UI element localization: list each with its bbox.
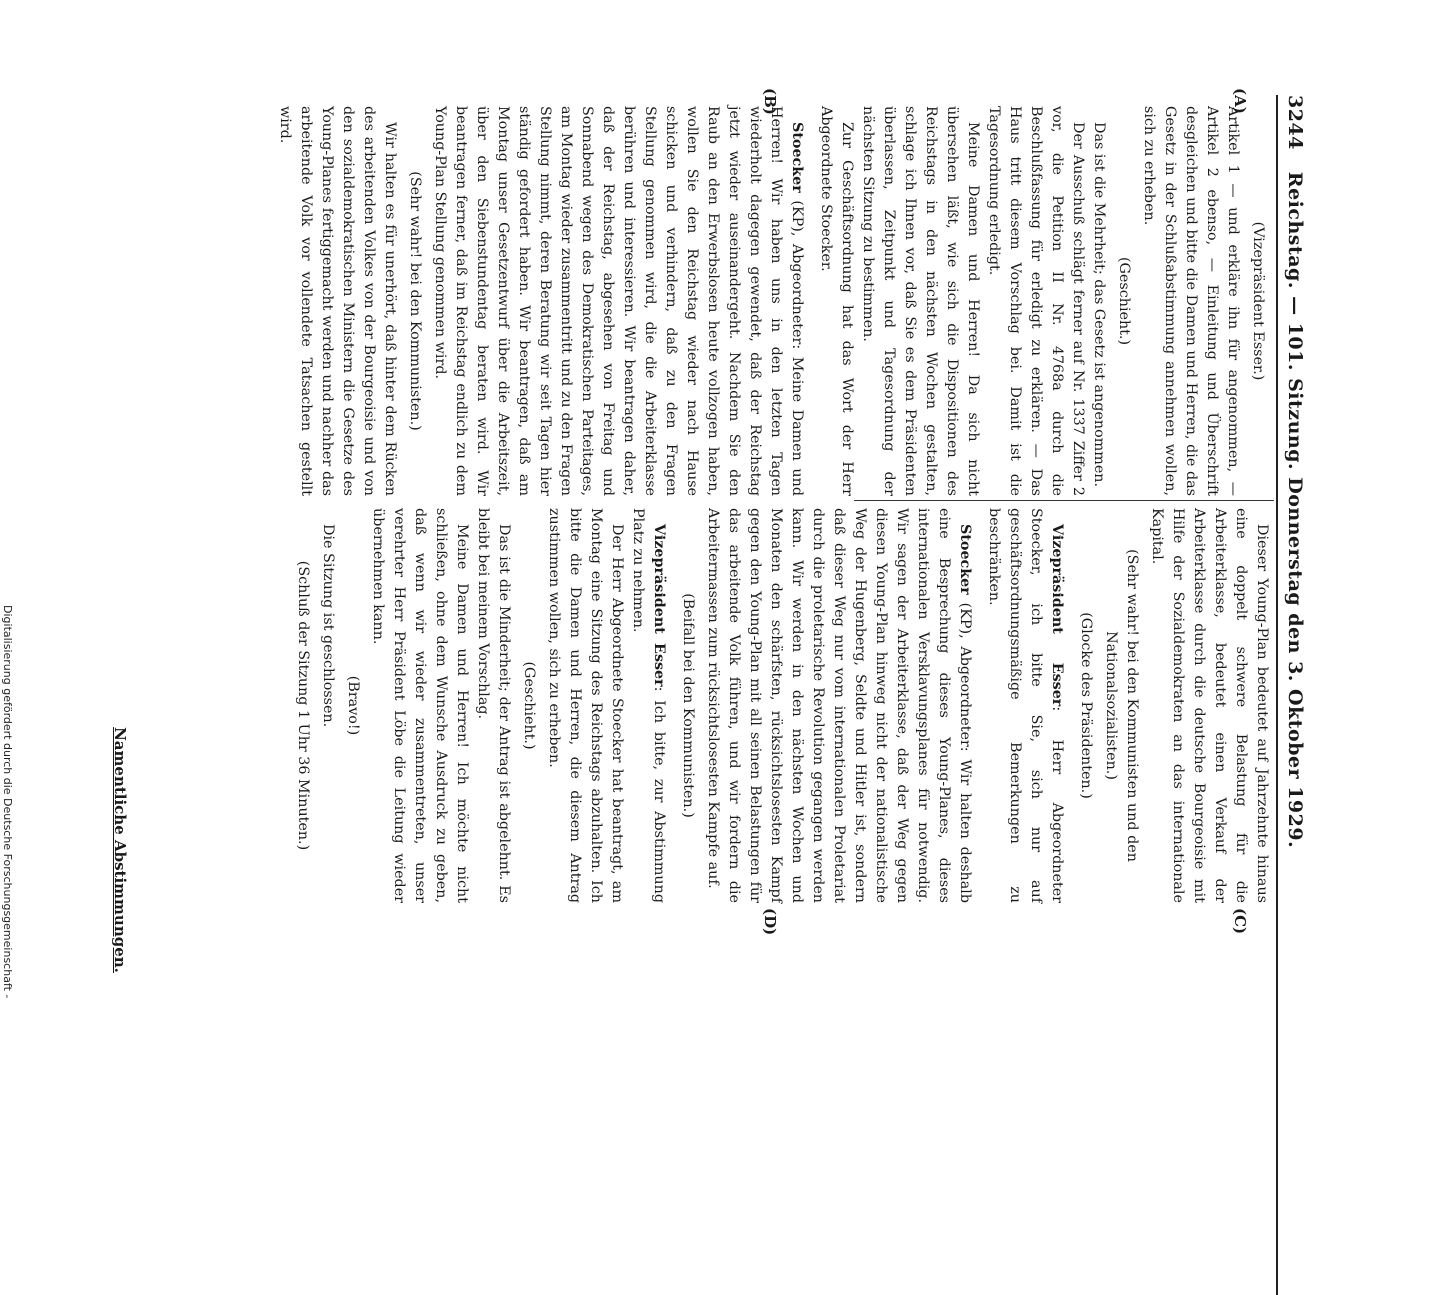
left-column	[274, 106, 1272, 496]
stage-direction	[1113, 106, 1134, 496]
paragraph-text: (Geschieht.)	[1116, 256, 1132, 346]
paragraph	[367, 508, 472, 903]
paragraph	[317, 508, 338, 903]
speaker-name: Vizepräsident Esser	[1049, 524, 1065, 707]
paragraph	[1088, 106, 1109, 496]
stage-direction	[677, 508, 698, 903]
paragraph-text: (Beifall bei den Kommunisten.)	[680, 593, 696, 818]
paragraph	[983, 508, 1067, 903]
stage-direction	[1075, 508, 1096, 903]
paragraph-text: : Herr Abgeordneter Stoecker, ich bitte Sie, sich nur auf geschäftsordnungsmäßige Bemerkungen zu beschränken.	[986, 508, 1065, 903]
header-rule	[1276, 95, 1278, 1295]
page-number: 3244	[1284, 95, 1306, 150]
paragraph-text: Dieser Young-Plan bedeutet auf Jahrzehnte hinaus eine doppelt schwere Belastung für die Arbeiterklasse, bedeutet einen Verkauf der Arbeiterklasse durch die deutsche Bourgeoisie mit Hilfe der Sozialdemokraten an das internationale Kapital.	[1149, 508, 1270, 903]
margin-marker-a: (A)	[1231, 88, 1249, 114]
paragraph	[1146, 508, 1272, 903]
paragraph-text: (Glocke des Präsidenten.)	[1078, 612, 1094, 799]
credit-text: Digitalisierung gefördert durch die Deutsche Forschungsgemeinschaft -	[1, 605, 14, 999]
speaker-name: Vizepräsident Esser	[651, 524, 667, 687]
paragraph	[983, 106, 1088, 496]
paragraph-text: Der Ausschuß schlägt ferner auf Nr. 1337 Ziffer 2 vor, die Petition II Nr. 4768a durch die Beschlußfassung für erledigt zu erklären. — Das Haus tritt diesem Vorschlag bei. Damit ist die Tagesordnung erledigt.	[986, 106, 1086, 496]
paragraph-text: Das ist die Minderheit; der Antrag ist abgelehnt. Es bleibt bei meinem Vorschlag.	[475, 508, 512, 903]
column-divider	[854, 500, 1274, 501]
paragraph-text: (Sehr wahr! bei den Kommunisten.)	[407, 171, 423, 431]
digitization-credit	[0, 605, 14, 1005]
margin-marker-b: (B)	[761, 88, 779, 115]
paragraph-text: (Vizepräsident Esser.)	[1250, 221, 1266, 381]
stage-direction	[404, 106, 425, 496]
stage-direction	[1247, 106, 1268, 496]
paragraph	[815, 106, 857, 496]
speaker-name: Stoecker	[789, 122, 805, 193]
paragraph-text: : Ich bitte, zur Abstimmung Platz zu nehmen.	[630, 508, 667, 903]
paragraph-text: Meine Damen und Herren! Da sich nicht übersehen läßt, wie sich die Dispositionen des Reichstags in den nächsten Wochen gestalten, schlage ich Ihnen vor, daß Sie es dem Präsidenten überlassen, Zeitpunkt und Tagesordnung der nächsten Sitzung zu bestimmen.	[860, 106, 981, 496]
paragraph-text: Das ist die Mehrheit; das Gesetz ist angenommen.	[1091, 122, 1107, 488]
page-title: Reichstag. — 101. Sitzung. Donnerstag den 3. Oktober 1929.	[1284, 171, 1306, 849]
stage-direction	[292, 508, 313, 903]
stage-direction	[518, 508, 539, 903]
paragraph-text: (Bravo!)	[345, 675, 361, 736]
section-heading: Namentliche Abstimmungen.	[111, 727, 129, 973]
paragraph	[1138, 106, 1243, 496]
paragraph	[429, 106, 807, 496]
paragraph-text: (KP), Abgeordneter: Wir halten deshalb eine Besprechung dieses Young-Planes, dieses internationalen Versklavungsplanes für notwendig. Wir sagen der Arbeiterklasse, daß der Weg gegen diesen Young-Plan hinweg nicht der nationalistische Weg der Hugenberg, Seldte und Hitler ist, sondern daß dieser Weg nur vom internationalen Proletariat durch die proletarische Revolution gegangen werden kann. Wir werden in den nächsten Wochen und Monaten den schärfsten, rücksichtslosesten Kampf gegen den Young-Plan mit all seinen Belastungen für das arbeitende Volk führen, und wir fordern die Arbeitermassen zum rücksichtslosesten Kampfe auf.	[705, 508, 973, 903]
stage-direction	[342, 508, 363, 903]
paragraph	[543, 508, 627, 903]
paragraph-text: (Schluß der Sitzung 1 Uhr 36 Minuten.)	[295, 560, 311, 851]
paragraph-text: (Sehr wahr! bei den Kommunisten und den Nationalsozialisten.)	[1103, 549, 1140, 862]
paragraph-text: Zur Geschäftsordnung hat das Wort der Herr Abgeordnete Stoecker.	[818, 106, 855, 496]
page-header	[1276, 95, 1306, 925]
right-column	[288, 508, 1272, 903]
margin-marker-d: (D)	[761, 908, 779, 936]
paragraph-text: Meine Damen und Herren! Ich möchte nicht schließen, ohne dem Wunsche Ausdruck zu geben, daß wenn wir wieder zusammentreten, unser verehrter Herr Präsident Löbe die Leitung wieder übernehmen kann.	[370, 508, 470, 903]
paragraph-text: (KP), Abgeordneter: Meine Damen und Herren! Wir haben uns in den letzten Tagen wiederholt dagegen gewendet, daß der Reichstag jetzt wieder auseinandergeht. Nachdem Sie den Raub an den Erwerbslosen heute vollzogen haben, wollen Sie den Reichstag wieder nach Hause schicken und verhindern, daß zu den Fragen Stellung genommen wird, die die Arbeiterklasse berühren und interessieren. Wir beantragen daher, daß der Reichstag, abgesehen von Freitag und Sonnabend wegen des Demokratischen Parteitages, am Montag wieder zusammentritt und zu den Fragen Stellung nimmt, deren Beratung wir seit Tagen hier ständig gefordert haben. Wir beantragen, daß am Montag unser Gesetzentwurf über die Arbeitszeit, über den Siebenstundentag beraten wird. Wir beantragen ferner, daß im Reichstag endlich zu dem Young-Plan Stellung genommen wird.	[432, 106, 805, 496]
paragraph-text: (Geschieht.)	[521, 661, 537, 750]
paragraph	[857, 106, 983, 496]
paragraph	[627, 508, 669, 903]
paragraph-text: Artikel 1 — und erkläre ihn für angenommen, — Artikel 2 ebenso, — Einleitung und Überschrift desgleichen und bitte die Damen und Herren, die das Gesetz in der Schlußabstimmung annehmen wollen, sich zu erheben.	[1141, 106, 1241, 496]
paragraph-text: Der Herr Abgeordnete Stoecker hat beantragt, am Montag eine Sitzung des Reichstags abzuhalten. Ich bitte die Damen und Herren, die diesem Antrag zustimmen wollen, sich zu erheben.	[546, 508, 625, 903]
paragraph	[702, 508, 975, 903]
paragraph-text: Die Sitzung ist geschlossen.	[320, 524, 336, 728]
paragraph	[274, 106, 400, 496]
paragraph-text: Wir halten es für unerhört, daß hinter dem Rücken des arbeitenden Volkes von der Bourgeoisie und von den sozialdemokratischen Ministern die Gesetze des Young-Planes fertiggemacht werden und nachher das arbeitende Volk vor vollendete Tatsachen gestellt wird.	[277, 106, 398, 496]
paragraph	[472, 508, 514, 903]
margin-marker-c: (C)	[1231, 908, 1249, 935]
stage-direction	[1100, 508, 1142, 903]
speaker-name: Stoecker	[957, 524, 973, 595]
